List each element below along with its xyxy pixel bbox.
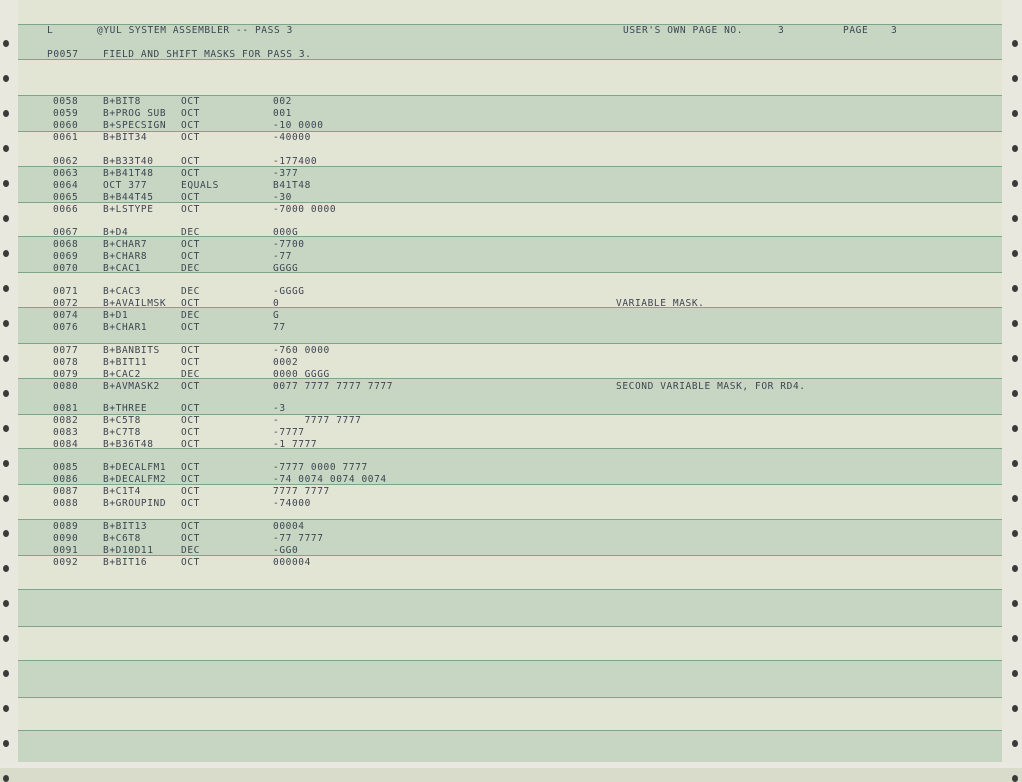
symbol-field: B+DECALFM2 <box>103 474 167 485</box>
operand-field: 000G <box>273 227 299 238</box>
symbol-field: B+GROUPIND <box>103 498 167 509</box>
symbol-field: B+DECALFM1 <box>103 462 167 473</box>
header-line <box>18 25 1002 37</box>
sprocket-hole <box>1012 425 1018 432</box>
sprocket-hole <box>3 530 9 537</box>
symbol-field: B+D4 <box>103 227 129 238</box>
sprocket-hole <box>3 180 9 187</box>
listing-row <box>18 486 1002 498</box>
symbol-field: B+B41T48 <box>103 168 154 179</box>
symbol-field: B+SPECSIGN <box>103 120 167 131</box>
operand-field: 77 <box>273 322 286 333</box>
opcode-field: DEC <box>181 310 200 321</box>
sprocket-hole <box>1012 495 1018 502</box>
opcode-field: OCT <box>181 96 200 107</box>
operand-field: -74 0074 0074 0074 <box>273 474 387 485</box>
listing-row <box>18 168 1002 180</box>
operand-field: 0000 GGGG <box>273 369 330 380</box>
users-page-label: USER'S OWN PAGE NO. <box>623 25 744 36</box>
sprocket-hole <box>1012 145 1018 152</box>
opcode-field: OCT <box>181 498 200 509</box>
line-number: 0061 <box>53 132 79 143</box>
symbol-field: B+BIT8 <box>103 96 141 107</box>
listing-mark: L <box>47 25 54 36</box>
sprocket-hole <box>3 390 9 397</box>
sprocket-hole <box>3 355 9 362</box>
sprocket-hole <box>1012 530 1018 537</box>
operand-field: -7000 0000 <box>273 204 337 215</box>
symbol-field: B+CAC3 <box>103 286 141 297</box>
listing-row <box>18 180 1002 192</box>
symbol-field: B+CHAR8 <box>103 251 148 262</box>
green-bar <box>18 589 1002 627</box>
opcode-field: OCT <box>181 439 200 450</box>
green-bar <box>18 730 1002 766</box>
operand-field: -GGGG <box>273 286 305 297</box>
symbol-field: B+CAC2 <box>103 369 141 380</box>
page-label: PAGE <box>843 25 869 36</box>
opcode-field: OCT <box>181 415 200 426</box>
symbol-field: B+LSTYPE <box>103 204 154 215</box>
operand-field: -7777 <box>273 427 305 438</box>
opcode-field: OCT <box>181 298 200 309</box>
symbol-field: B+B44T45 <box>103 192 154 203</box>
line-number: 0070 <box>53 263 79 274</box>
operand-field: -377 <box>273 168 299 179</box>
opcode-field: OCT <box>181 474 200 485</box>
line-number: 0088 <box>53 498 79 509</box>
operand-field: 0077 7777 7777 7777 <box>273 381 394 392</box>
listing-row <box>18 345 1002 357</box>
operand-field: -7777 0000 7777 <box>273 462 368 473</box>
symbol-field: B+C6T8 <box>103 533 141 544</box>
listing-row <box>18 227 1002 239</box>
line-number: 0089 <box>53 521 79 532</box>
line-number: 0079 <box>53 369 79 380</box>
line-number: 0082 <box>53 415 79 426</box>
sprocket-hole <box>3 110 9 117</box>
operand-field: -177400 <box>273 156 318 167</box>
sprocket-hole <box>3 705 9 712</box>
listing-row <box>18 521 1002 533</box>
operand-field: -1 7777 <box>273 439 318 450</box>
sprocket-hole <box>3 775 9 782</box>
symbol-field: B+BIT11 <box>103 357 148 368</box>
operand-field: B41T48 <box>273 180 311 191</box>
symbol-field: B+B33T40 <box>103 156 154 167</box>
operand-field: 00004 <box>273 521 305 532</box>
sprocket-hole <box>3 635 9 642</box>
sprocket-hole <box>1012 110 1018 117</box>
operand-field: -77 <box>273 251 292 262</box>
page-title: @YUL SYSTEM ASSEMBLER -- PASS 3 <box>97 25 293 36</box>
symbol-field: B+BIT13 <box>103 521 148 532</box>
opcode-field: DEC <box>181 286 200 297</box>
listing-row <box>18 120 1002 132</box>
line-number: 0083 <box>53 427 79 438</box>
listing-row <box>18 108 1002 120</box>
sprocket-hole <box>3 565 9 572</box>
operand-field: 002 <box>273 96 292 107</box>
opcode-field: DEC <box>181 369 200 380</box>
opcode-field: OCT <box>181 521 200 532</box>
sprocket-hole <box>3 740 9 747</box>
listing-row <box>18 533 1002 545</box>
sprocket-hole <box>1012 565 1018 572</box>
listing-row <box>18 369 1002 381</box>
operand-field: 000004 <box>273 557 311 568</box>
operand-field: -3 <box>273 403 286 414</box>
symbol-field: B+C7T8 <box>103 427 141 438</box>
opcode-field: OCT <box>181 403 200 414</box>
symbol-field: B+BIT34 <box>103 132 148 143</box>
sprocket-hole <box>3 600 9 607</box>
operand-field: -40000 <box>273 132 311 143</box>
line-number: 0060 <box>53 120 79 131</box>
sprocket-hole <box>1012 180 1018 187</box>
listing-row <box>18 96 1002 108</box>
opcode-field: DEC <box>181 545 200 556</box>
opcode-field: OCT <box>181 132 200 143</box>
page-number: 3 <box>891 25 898 36</box>
users-page-number: 3 <box>778 25 785 36</box>
symbol-field: B+AVAILMSK <box>103 298 167 309</box>
listing-row <box>18 204 1002 216</box>
line-number: 0081 <box>53 403 79 414</box>
line-number: 0068 <box>53 239 79 250</box>
listing-row <box>18 357 1002 369</box>
sprocket-hole <box>1012 705 1018 712</box>
line-number: 0065 <box>53 192 79 203</box>
listing-row <box>18 322 1002 334</box>
listing-row <box>18 427 1002 439</box>
line-number: 0085 <box>53 462 79 473</box>
symbol-field: B+C1T4 <box>103 486 141 497</box>
listing-row <box>18 381 1002 393</box>
sprocket-hole <box>1012 215 1018 222</box>
symbol-field: B+CAC1 <box>103 263 141 274</box>
line-number: 0084 <box>53 439 79 450</box>
opcode-field: OCT <box>181 168 200 179</box>
line-number: 0092 <box>53 557 79 568</box>
listing-row <box>18 192 1002 204</box>
operand-field: -GG0 <box>273 545 299 556</box>
sprocket-hole <box>3 215 9 222</box>
sprocket-hole <box>1012 740 1018 747</box>
sprocket-hole <box>1012 40 1018 47</box>
opcode-field: OCT <box>181 381 200 392</box>
listing-row <box>18 298 1002 310</box>
operand-field: -7700 <box>273 239 305 250</box>
line-number: 0077 <box>53 345 79 356</box>
opcode-field: OCT <box>181 156 200 167</box>
line-number: 0072 <box>53 298 79 309</box>
line-number: 0067 <box>53 227 79 238</box>
line-number: 0086 <box>53 474 79 485</box>
sprocket-hole <box>1012 670 1018 677</box>
bottom-edge <box>0 762 1022 768</box>
line-number: 0066 <box>53 204 79 215</box>
section-title: FIELD AND SHIFT MASKS FOR PASS 3. <box>103 49 312 60</box>
symbol-field: B+PROG SUB <box>103 108 167 119</box>
line-number: 0091 <box>53 545 79 556</box>
listing-row <box>18 439 1002 451</box>
line-number: 0059 <box>53 108 79 119</box>
operand-field: -760 0000 <box>273 345 330 356</box>
opcode-field: OCT <box>181 345 200 356</box>
sprocket-hole <box>1012 75 1018 82</box>
sprocket-hole <box>3 670 9 677</box>
opcode-field: DEC <box>181 227 200 238</box>
listing-row <box>18 462 1002 474</box>
symbol-field: B+C5T8 <box>103 415 141 426</box>
listing-row <box>18 156 1002 168</box>
line-number: 0069 <box>53 251 79 262</box>
symbol-field: B+D10D11 <box>103 545 154 556</box>
sprocket-hole <box>1012 250 1018 257</box>
listing-row <box>18 263 1002 275</box>
listing-row <box>18 286 1002 298</box>
line-number: 0074 <box>53 310 79 321</box>
listing-row <box>18 132 1002 144</box>
comment-field: SECOND VARIABLE MASK, FOR RD4. <box>616 381 806 392</box>
opcode-field: OCT <box>181 239 200 250</box>
subtitle-line <box>18 49 1002 61</box>
card-number: P0057 <box>47 49 79 60</box>
operand-field: -74000 <box>273 498 311 509</box>
opcode-field: OCT <box>181 462 200 473</box>
listing-row <box>18 498 1002 510</box>
symbol-field: B+B36T48 <box>103 439 154 450</box>
sprocket-hole <box>3 320 9 327</box>
symbol-field: B+AVMASK2 <box>103 381 160 392</box>
operand-field: -30 <box>273 192 292 203</box>
sprocket-hole <box>1012 355 1018 362</box>
line-number: 0063 <box>53 168 79 179</box>
comment-field: VARIABLE MASK. <box>616 298 705 309</box>
sprocket-hole <box>3 425 9 432</box>
sprocket-hole <box>1012 460 1018 467</box>
line-number: 0058 <box>53 96 79 107</box>
operand-field: G <box>273 310 280 321</box>
operand-field: 001 <box>273 108 292 119</box>
printout-sheet <box>18 0 1002 768</box>
line-number: 0071 <box>53 286 79 297</box>
opcode-field: OCT <box>181 427 200 438</box>
sprocket-hole <box>1012 600 1018 607</box>
line-number: 0078 <box>53 357 79 368</box>
opcode-field: OCT <box>181 357 200 368</box>
opcode-field: OCT <box>181 322 200 333</box>
line-number: 0064 <box>53 180 79 191</box>
symbol-field: OCT 377 <box>103 180 148 191</box>
opcode-field: OCT <box>181 204 200 215</box>
sprocket-hole <box>1012 635 1018 642</box>
sprocket-hole <box>3 460 9 467</box>
line-number: 0080 <box>53 381 79 392</box>
symbol-field: B+CHAR7 <box>103 239 148 250</box>
sprocket-hole <box>3 495 9 502</box>
opcode-field: OCT <box>181 557 200 568</box>
sprocket-hole <box>1012 775 1018 782</box>
listing-row <box>18 239 1002 251</box>
listing-row <box>18 415 1002 427</box>
operand-field: 0 <box>273 298 280 309</box>
symbol-field: B+D1 <box>103 310 129 321</box>
operand-field: 0002 <box>273 357 299 368</box>
line-number: 0087 <box>53 486 79 497</box>
line-number: 0062 <box>53 156 79 167</box>
opcode-field: OCT <box>181 251 200 262</box>
opcode-field: OCT <box>181 192 200 203</box>
operand-field: -77 7777 <box>273 533 324 544</box>
sprocket-hole <box>3 40 9 47</box>
opcode-field: OCT <box>181 486 200 497</box>
green-bar <box>18 660 1002 698</box>
sprocket-hole <box>1012 285 1018 292</box>
symbol-field: B+THREE <box>103 403 148 414</box>
listing-row <box>18 310 1002 322</box>
opcode-field: OCT <box>181 120 200 131</box>
symbol-field: B+CHAR1 <box>103 322 148 333</box>
sprocket-hole <box>3 75 9 82</box>
listing-row <box>18 251 1002 263</box>
operand-field: GGGG <box>273 263 299 274</box>
line-number: 0090 <box>53 533 79 544</box>
listing-row <box>18 545 1002 557</box>
sprocket-hole <box>3 285 9 292</box>
sprocket-hole <box>1012 390 1018 397</box>
operand-field: - 7777 7777 <box>273 415 362 426</box>
operand-field: 7777 7777 <box>273 486 330 497</box>
sprocket-hole <box>3 250 9 257</box>
opcode-field: OCT <box>181 108 200 119</box>
symbol-field: B+BIT16 <box>103 557 148 568</box>
sprocket-hole <box>3 145 9 152</box>
sprocket-hole <box>1012 320 1018 327</box>
operand-field: -10 0000 <box>273 120 324 131</box>
opcode-field: DEC <box>181 263 200 274</box>
listing-row <box>18 474 1002 486</box>
opcode-field: OCT <box>181 533 200 544</box>
symbol-field: B+BANBITS <box>103 345 160 356</box>
opcode-field: EQUALS <box>181 180 219 191</box>
listing-row <box>18 557 1002 569</box>
line-number: 0076 <box>53 322 79 333</box>
listing-row <box>18 403 1002 415</box>
